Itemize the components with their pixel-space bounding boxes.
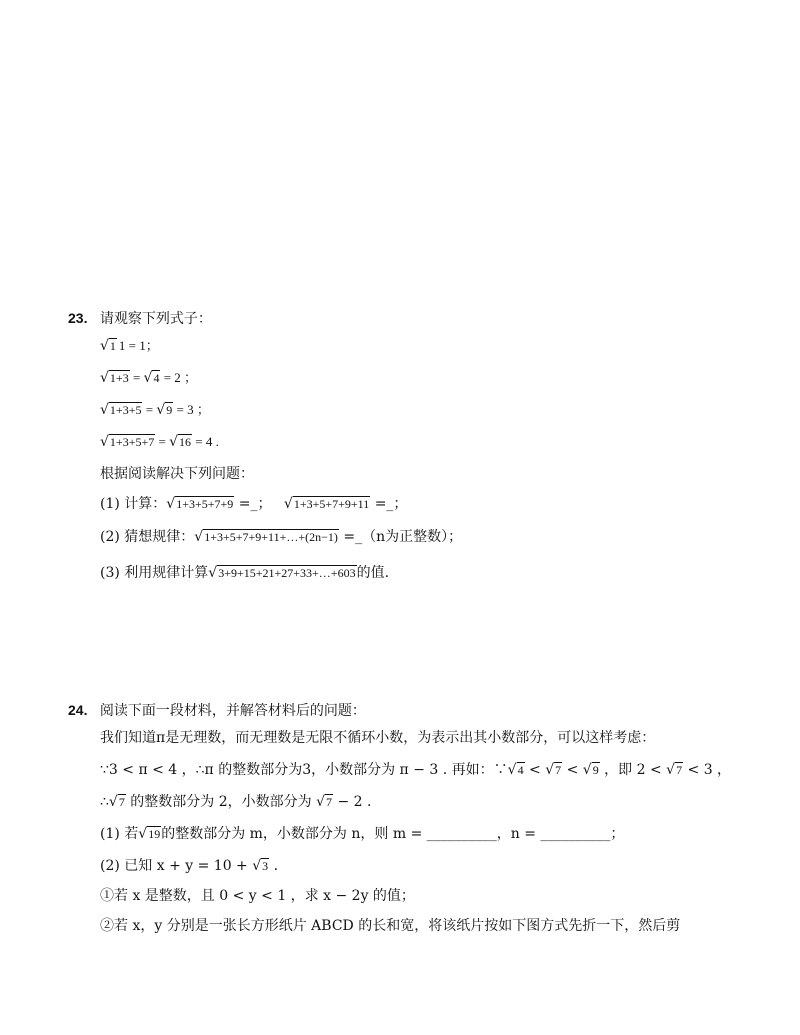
- text-segment: < 3 ，: [683, 762, 732, 778]
- radicand: 16: [179, 435, 191, 449]
- part-text: 的整数部分为 m，小数部分为 n，则 m = __________，n = __________；: [161, 826, 625, 842]
- text-segment: − 2 .: [333, 794, 372, 810]
- less-than: <: [562, 762, 583, 778]
- part-tail: =_（n为正整数）；: [338, 529, 463, 545]
- part-label: (2) 猜想规律：: [100, 529, 195, 545]
- radicand: 7: [326, 795, 333, 809]
- equation-3: [100, 400, 210, 420]
- question-number: 23.: [68, 310, 88, 326]
- radicand: 1+3: [109, 371, 129, 385]
- equals: =: [129, 370, 144, 385]
- part-label: (2) 已知 x + y = 10 +: [100, 858, 253, 874]
- question-24-header: [68, 700, 366, 721]
- sqrt-symbol: [316, 792, 333, 812]
- radicand: 7: [555, 763, 562, 777]
- sqrt-symbol: [156, 400, 173, 420]
- sqrt-symbol: [166, 494, 234, 514]
- material-line-3: [100, 792, 371, 812]
- radicand: 7: [676, 763, 683, 777]
- equation-1: [100, 336, 159, 356]
- text-segment: 的整数部分为 2，小数部分为: [125, 794, 317, 810]
- sqrt-symbol: [144, 368, 161, 388]
- part-label: (1) 计算：: [100, 496, 167, 512]
- radicand: 4: [153, 371, 160, 385]
- text-segment: ∵3 < π < 4 ，∴π 的整数部分为3，小数部分为 π − 3 . 再如：∵: [100, 762, 508, 778]
- radicand: 1+3+5+7: [109, 435, 155, 449]
- part-tail: 的值.: [356, 565, 390, 581]
- sqrt-symbol: [508, 760, 525, 780]
- sqrt-symbol: [100, 432, 155, 452]
- question-23-header: [68, 308, 212, 329]
- sqrt-symbol: [545, 760, 562, 780]
- radicand: 4: [517, 763, 524, 777]
- radicand: 1+3+5+7+9: [176, 497, 234, 511]
- therefore-symbol: ∴: [100, 794, 109, 810]
- question-intro: 阅读下面一段材料，并解答材料后的问题：: [99, 703, 366, 719]
- equation-2: [100, 368, 197, 388]
- sqrt-symbol: [100, 400, 142, 420]
- radicand: 9: [592, 763, 599, 777]
- sqrt-symbol: [100, 368, 130, 388]
- question-number: 24.: [68, 702, 88, 718]
- sqrt-symbol: [109, 792, 126, 812]
- part-3: [100, 563, 389, 583]
- sqrt-symbol: [194, 527, 339, 547]
- sqrt-symbol: [583, 760, 600, 780]
- radicand: 1+3+5: [109, 403, 142, 417]
- task-heading: 根据阅读解决下列问题：: [100, 466, 254, 482]
- part-2: [100, 527, 462, 547]
- radicand: 3: [262, 859, 269, 873]
- radicand: 1: [109, 339, 116, 353]
- radicand: 3+9+15+21+27+33+…+603: [218, 566, 356, 580]
- equals: =: [155, 434, 170, 449]
- material-line-1: 我们知道π是无理数，而无理数是无限不循环小数，为表示出其小数部分，可以这样考虑：: [100, 730, 656, 746]
- sub-question-1: ①若 x 是整数，且 0 < y < 1 ，求 x − 2y 的值；: [100, 888, 415, 904]
- radicand: 7: [118, 795, 125, 809]
- question-intro: 请观察下列式子：: [99, 311, 212, 327]
- sqrt-symbol: [284, 494, 370, 514]
- less-than: <: [524, 762, 546, 778]
- sub-question-2: ②若 x，y 分别是一张长方形纸片 ABCD 的长和宽，将该纸片按如下图方式先折一下，然后剪: [100, 918, 681, 934]
- radicand: 1+3+5+7+9+11: [293, 497, 370, 511]
- part-text: .: [269, 858, 279, 874]
- part-2: [100, 856, 278, 876]
- radicand: 9: [166, 403, 173, 417]
- equation-text: 1 = 1；: [118, 338, 159, 353]
- sqrt-symbol: [252, 856, 269, 876]
- part-label: (1) 若: [100, 826, 139, 842]
- part-1: [100, 824, 624, 844]
- equation-end: = 3 ；: [173, 402, 210, 417]
- answer-blank: =_；: [370, 496, 408, 512]
- answer-blank: =_；: [234, 496, 272, 512]
- sqrt-symbol: [138, 824, 161, 844]
- text-segment: ，即 2 <: [599, 762, 667, 778]
- sqrt-symbol: [169, 432, 192, 452]
- equation-end: = 2 ；: [160, 370, 198, 385]
- part-label: (3) 利用规律计算: [100, 565, 209, 581]
- material-line-2: [100, 760, 731, 780]
- equals: =: [142, 402, 157, 417]
- sqrt-symbol: [208, 563, 356, 583]
- radicand: 1+3+5+7+9+11+…+(2n−1): [204, 530, 338, 544]
- part-1: [100, 494, 407, 514]
- sqrt-symbol: [666, 760, 683, 780]
- radicand: 19: [148, 827, 161, 841]
- equation-end: = 4 .: [192, 434, 219, 449]
- equation-4: [100, 432, 219, 452]
- sqrt-symbol: [100, 336, 117, 356]
